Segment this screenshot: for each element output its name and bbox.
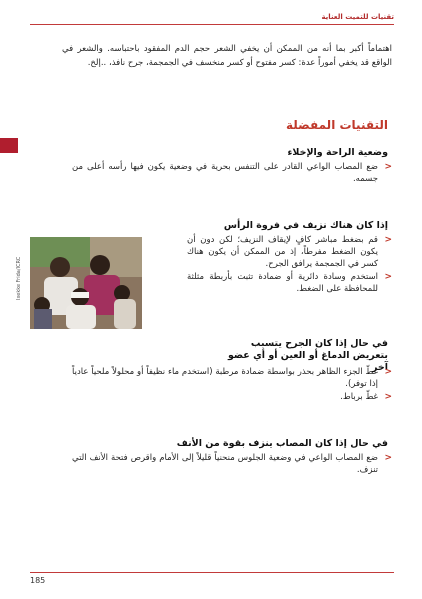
subheading-nosebleed: في حال إذا كان المصاب ينزف بقوة من الأنف [176, 438, 388, 449]
bullet-list-exposed-organ [72, 366, 392, 404]
bullet-list-scalp-bleeding [187, 234, 392, 296]
list-item: < غطّ برباط. [340, 392, 392, 402]
bullet-list-rest-position [72, 161, 392, 186]
list-item: < ضع المصاب الواعي في وضعية الجلوس منحنياً قليلاً إلى الأمام واقرص فتحة الأنف التي تنزف. [72, 453, 392, 475]
header-rule [30, 24, 394, 25]
arrow-left-icon: < [384, 392, 392, 402]
list-item: < قم بضغط مباشر كافٍ لإيقاف النزيف؛ لكن دون أن يكون الضغط مفرطاً، إذ من الممكن أن يكون هناك كسر في الجمجمة يرافق الجرح. [187, 235, 392, 269]
photo-casualty-head-bandage [30, 237, 142, 329]
subheading-exposed-organ: في حال إذا كان الجرح يتسبب بتعريض الدماغ أو العين أو أي عضو آخر [227, 338, 388, 373]
bullet-list-nosebleed [72, 452, 392, 477]
subheading-scalp-bleeding: إذا كان هناك نزيف في فروة الرأس [223, 220, 388, 231]
arrow-left-icon: < [384, 367, 392, 377]
running-header: تقنيات للتميت العناية [321, 13, 394, 21]
chapter-tab [0, 138, 18, 153]
arrow-left-icon: < [384, 162, 392, 172]
section-title: التقنيات المفضلة [286, 118, 388, 132]
list-item: < استخدم وسادة دائرية أو ضمادة تثبت بأربطة مثلثة للمحافظة على الضغط. [187, 272, 392, 294]
page-number: 185 [30, 576, 46, 585]
arrow-left-icon: < [384, 235, 392, 245]
footer-rule [30, 572, 394, 573]
photo-credit: Ixekke Frida/ICRC [16, 256, 22, 300]
arrow-left-icon: < [384, 272, 392, 282]
list-item: < ضع المصاب الواعي القادر على التنفس بحرية في وضعية يكون فيها رأسه أعلى من جسمه. [72, 162, 392, 184]
list-item: < غطّ الجزء الظاهر بحذر بواسطة ضمادة مرطبة (استخدم ماء نظيفاً أو محلولاً ملحياً عادياً إذا توفر). [72, 367, 392, 389]
subheading-rest-position: وضعية الراحة والإخلاء [287, 147, 388, 158]
arrow-left-icon: < [384, 453, 392, 463]
intro-paragraph: اهتماماً أكبر بما أنه من الممكن أن يخفي الشعر حجم الدم المفقود باحتباسه. والشعر في الواقع قد يخفي أموراً عدة: كسر مفتوح أو كسر منخسف في الجمجمة، جرح نافذ، ..إلخ. [62, 44, 392, 68]
